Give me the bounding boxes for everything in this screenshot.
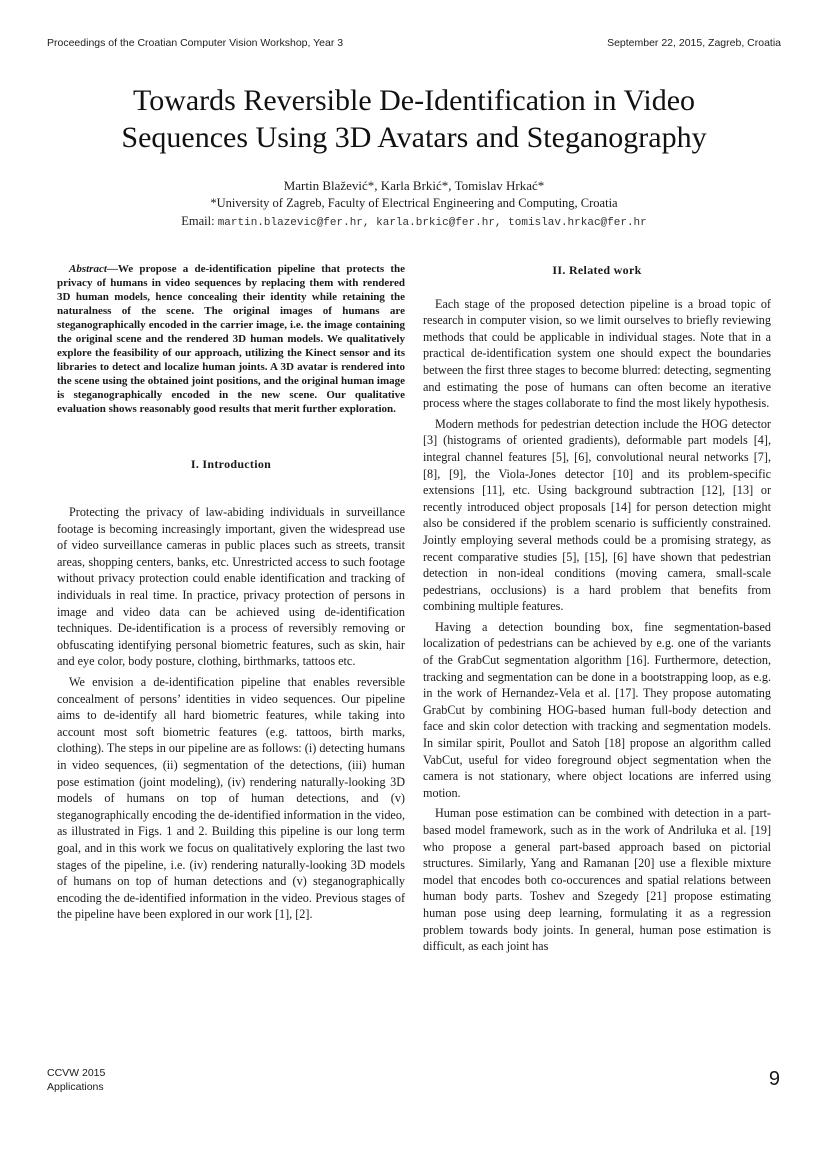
intro-paragraph-2: We envision a de-identification pipeline that enables reversible concealment of persons’ identities in video sequences. Our pipeline aims to de-identify all hard biometric features, while taking into account most soft biometric features (e.g. tattoos, birth marks, clothing). The steps in our pipeline are as follows: (i) detecting humans in video sequences, (ii) segmentation of the detections, (iii) human pose estimation (joint modeling), (iv) rendering naturally-looking 3D models of humans on top of human detections, and (v) steganographically encoding the de-identified information in the video, as illustrated in Figs. 1 and 2. Building this pipeline is our long term goal, and in this work we focus on qualitatively exploring the last two stages of the pipeline, i.e. (iv) rendering naturally-looking 3D models of humans on top of human detections and (v) steganographically encoding the de-identified information in the video. Previous stages of the pipeline have been explored in our work [1], [2].	[57, 675, 405, 922]
abstract	[57, 262, 405, 417]
title-line-2: Sequences Using 3D Avatars and Steganography	[121, 121, 707, 154]
related-paragraph-4: Human pose estimation can be combined with detection in a part-based model framework, such as in the work of Andriluka et al. [19] who propose a general part-based approach based on pictorial structures. Similarly, Yang and Ramanan [20] use a flexible mixture model that encodes both co-occurences and spatial relations between human body parts. Toshev and Szegedy [21] propose estimating human pose using deep learning, formulating it as a regression problem towards body joints. In general, human pose estimation is difficult, as each joint has	[423, 806, 771, 954]
author-list: Martin Blažević*, Karla Brkić*, Tomislav Hrkać*	[283, 178, 545, 193]
email-line	[0, 214, 828, 229]
section-heading-introduction: I. Introduction	[190, 456, 272, 471]
left-column	[57, 262, 405, 927]
abstract-text: —We propose a de-identification pipeline that protects the privacy of humans in video sequences by replacing them with rendered 3D human models, hence concealing their identity while retaining the naturalness of the scene. The original images of humans are steganographically encoded in the carrier image, i.e. the image containing the original scene and the rendered 3D human models. We qualitatively explore the feasibility of our approach, utilizing the Kinect sensor and its libraries to detect and localize human joints. A 3D avatar is rendered into the scene using the obtained joint positions, and the original human image is steganographically encoded in the new scene. Our qualitative evaluation shows reasonably good results that merit further exploration.	[57, 263, 405, 416]
footer-venue	[47, 1066, 105, 1094]
related-paragraph-1: Each stage of the proposed detection pipeline is a broad topic of research in computer vision, so we limit ourselves to briefly reviewing methods that could be applicable in individual stages. Note that in a practical de-identification system one should expect the boundaries between the first three stages to become blurred: detecting, segmenting and estimating the pose of humans can often become an iterative process where the stages collaborate to find the most likely hypothesis.	[423, 296, 771, 411]
title-line-1: Towards Reversible De-Identification in Video	[132, 84, 696, 117]
email-addresses: martin.blazevic@fer.hr, karla.brkic@fer.hr, tomislav.hrkac@fer.hr	[217, 217, 647, 229]
running-header	[47, 37, 781, 49]
email-label: Email:	[181, 214, 215, 228]
page-number: 9	[768, 1068, 780, 1090]
header-proceedings: Proceedings of the Croatian Computer Vision Workshop, Year 3	[47, 37, 344, 49]
footer-line-2: Applications	[47, 1081, 104, 1093]
affiliation: *University of Zagreb, Faculty of Electrical Engineering and Computing, Croatia	[210, 196, 618, 210]
related-paragraph-3: Having a detection bounding box, fine segmentation-based localization of pedestrians can be achieved by e.g. one of the variants of the GrabCut segmentation algorithm [16]. Furthermore, detection, tracking and segmentation can be done in a bootstrapping loop, as e.g. in the work of Hernandez-Vela et al. [17]. They propose automating GrabCut by combining HOG-based human full-body detection and face and skin color detection with tracking and segmentation models. In similar spirit, Poullot and Satoh [18] propose an algorithm called VabCut, useful for video foreground object segmentation when the camera is not stationary, where object locations are inferred using motion.	[423, 619, 771, 800]
header-date: September 22, 2015, Zagreb, Croatia	[607, 37, 781, 49]
right-column	[423, 262, 771, 959]
intro-paragraph-1: Protecting the privacy of law-abiding individuals in surveillance footage is becoming increasingly important, given the widespread use of video surveillance cameras in public places such as streets, transit areas, shopping centers, banks, etc. Unrestricted access to such footage without privacy protection could enable identification and tracking of individuals in real time. In practice, privacy protection of persons in image and video data can be achieved using de-identification techniques. De-identification is a process of reversibly removing or obfuscating identifying personal biometric features, such as skin, hair and eye color, body posture, clothing, birthmarks, tattoos etc.	[57, 505, 405, 669]
section-heading-related-work: II. Related work	[552, 263, 642, 277]
abstract-label: Abstract	[69, 263, 107, 275]
paper-title	[40, 82, 788, 156]
footer-line-1: CCVW 2015	[47, 1067, 106, 1079]
related-paragraph-2: Modern methods for pedestrian detection include the HOG detector [3] (histograms of oriented gradients), deformable part models [4], integral channel features [5], [6], convolutional neural networks [7], [8], [9], the Viola-Jones detector [10] and its problem-specific extensions [11], etc. Using background subtraction [12], [13] or recently introduced object proposals [14] for person detection might also be considered if the problem scenario is sufficiently constrained. Jointly employing several methods could be a promising strategy, as recent comparative studies [5], [15], [6] have shown that pedestrian detection in non-ideal conditions (moving camera, small-scale pedestrians, occlusions) is a hard problem that benefits from combining multiple features.	[423, 416, 771, 614]
